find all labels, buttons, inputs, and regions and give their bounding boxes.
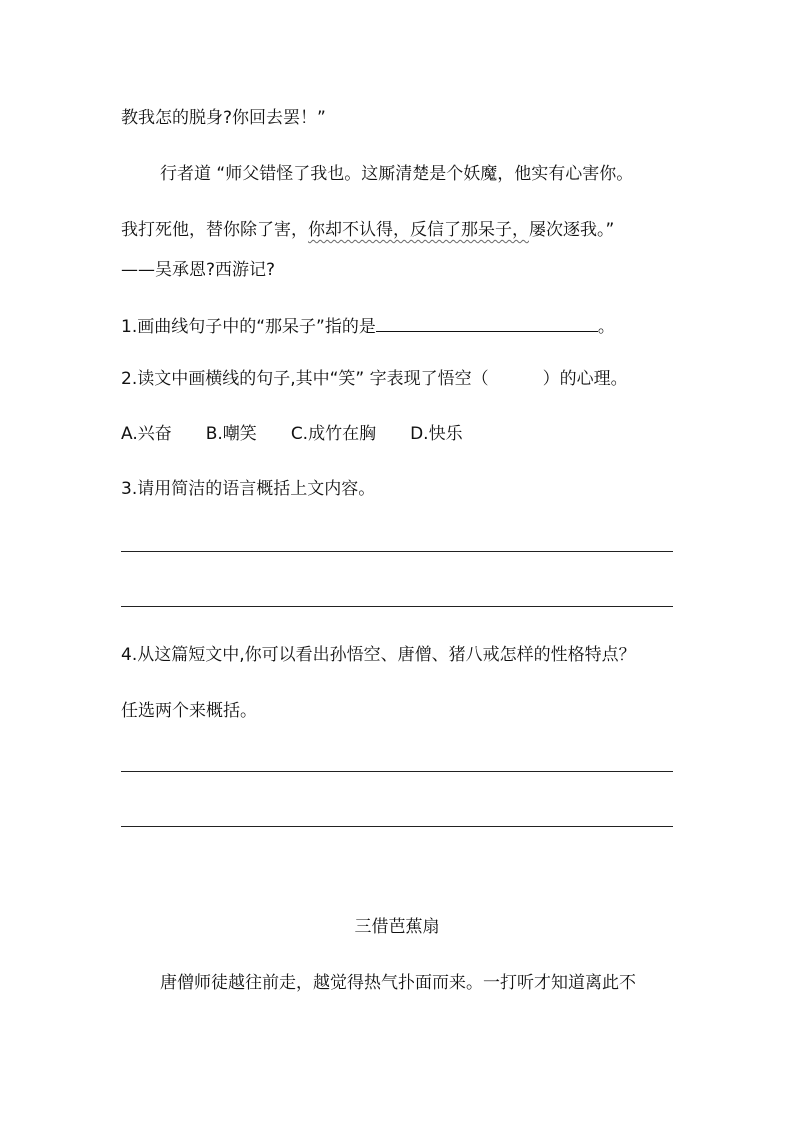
question-2-text: 2.读文中画横线的句子,其中“笑” 字表现了悟空（ — [121, 369, 489, 389]
answer-line-3a[interactable] — [121, 551, 673, 552]
question-2-end: ）的心理。 — [542, 369, 628, 389]
answer-blank-1[interactable] — [376, 313, 598, 332]
question-1-text: 1.画曲线句子中的“那呆子”指的是 — [121, 317, 376, 337]
passage-source: ——吴承恩?西游记? — [121, 260, 276, 280]
question-4-continued: 任选两个来概括。 — [121, 701, 257, 721]
answer-line-4a[interactable] — [121, 771, 673, 772]
passage-line-3-end: 屡次逐我。” — [529, 220, 615, 240]
answer-line-4b[interactable] — [121, 826, 673, 827]
question-1-end: 。 — [597, 317, 615, 337]
question-1 — [121, 313, 615, 338]
question-2-options — [121, 423, 497, 445]
wavy-underlined-sentence: 你却不认得，反信了那呆子， — [308, 220, 529, 240]
option-a[interactable]: A.兴奋 — [121, 424, 172, 444]
question-4: 4.从这篇短文中,你可以看出孙悟空、唐僧、猪八戒怎样的性格特点？ — [121, 645, 636, 665]
answer-line-3b[interactable] — [121, 606, 673, 607]
question-3: 3.请用简洁的语言概括上文内容。 — [121, 479, 376, 499]
section-first-line: 唐僧师徒越往前走，越觉得热气扑面而来。一打听才知道离此不 — [160, 973, 636, 993]
passage-line-3-start: 我打死他，替你除了害， — [121, 220, 308, 240]
option-c[interactable]: C.成竹在胸 — [290, 424, 377, 444]
passage-line-2: 行者道 “师父错怪了我也。这厮清楚是个妖魔，他实有心害你。 — [160, 164, 634, 184]
section-title: 三借芭蕉扇 — [354, 917, 440, 937]
passage-line-1: 教我怎的脱身?你回去罢！” — [121, 108, 326, 128]
passage-line-3 — [121, 219, 614, 241]
option-d[interactable]: D.快乐 — [410, 424, 463, 444]
question-2 — [121, 368, 628, 390]
option-b[interactable]: B.嘲笑 — [205, 424, 257, 444]
